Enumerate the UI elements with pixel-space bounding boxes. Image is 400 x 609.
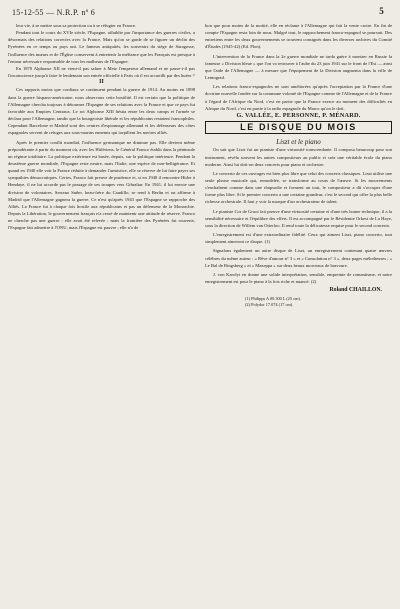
right-column xyxy=(205,22,392,605)
article-author: Roland CHAILLON. xyxy=(329,287,382,294)
disc-references xyxy=(205,296,392,308)
paragraph: bon que pour moins de la moitié, elle en réclame à l'Allemagne qui fait la vente croire. En fin de compte l'Espagne resta loin de nous. Malgré tout, le rapprochement franco-espagnol se poursuit. Des entretiens entre les deux gouvernements se trouvent consignés dans les diverses archives du Comité d'Études (1945-42) (Ed. Plon). xyxy=(205,23,392,50)
paragraph: Signalons également un autre disque de Liszt, un enregistrement contenant quatre œuvres célèbres du même auteur : « Rêve d'amour n° 3 » et « Consolation n° 3 », deux pages mélodieuses ; « Le Bal de Ringsberg » et « Mazeppa » sur deux beaux morceaux de bravoure. xyxy=(205,248,392,268)
paragraph: Après le premier conflit mondial, l'influence germanique ne diminue pas. Elle devient même prépondérante à partir du moment où, avec les Hitlériens, le Général Franco établit dans la péninsule un régime totalitaire. La politique extérieure est basée, depuis, sur la politique intérieure. Pendant la deuxième guerre mondiale, l'Espagne reste neutre, mais l'Italie, une espèce de non-belligérance. Et quand en 1940 elle voit la France réduite à demander l'armistice, elle se réserve de lui faire payer ses sympathies démocratiques. Certes, Franco fait preuve de prudence et, si en 1940 il rencontre Hitler à Hendaye, il ne lui accorde pas le passage de ses troupes vers Gibraltar. En 1941, il lui envoie une division de volontaires. Serrano Suñer, beau-frère du Caudillo, se rend à Berlin et on affirme à Madrid que l'Allemagne gagnera la guerre. Ce n'est qu'après 1943 que l'Espagne se rapproche des Alliés. La France fut à chaque fois hostile aux républicains et pas un défenseur de la Monarchie. Depuis la Libération, le gouvernement français n'a cessé de maintenir une attitude de réserve. Franco ne cherche pas une guerre : elle avait été relevée ; mais la frontière des Pyrénées fut rouverte, l'Espagne fait admettre à l'ONU, mais l'Espagne est pauvre ; elle n'a de xyxy=(8,139,195,231)
section-number: II xyxy=(99,79,104,86)
paragraph: Le concerto de ces ouvrages est bien plus libre que celui des concerts classiques. Liszt utilise une seule phrase musicale qui, remodelée, se transforme au cours de l'œuvre. Si les mouvements s'enchaînent comme dans une rhapsodie et forment un tout, le compositeur a dû s'occuper d'une forme plus libre. Si le premier concerto a une certaine grandeur, c'est le second qui offre la plus belle richesse orchestrale. Il faut y voir la marque d'un orchestrateur de talent. xyxy=(205,170,392,205)
section-title-box: LE DISQUE DU MOIS xyxy=(205,121,392,134)
paragraph: Ces rapports moins que cordiaux se continuent pendant la guerre de 1914. Au moins en 1898 dans la guerre hispano-américaine, nous observons cette hostilité. Il est certain que la politique de l'Allemagne chercha toujours à détourner l'Espagne de ses relations avec la France et que ce pays fut favorable aux Empires Centraux. Le roi Alphonse XIII hésita entre les deux camps et l'armée se déclara pour l'Allemagne, tandis que la bourgeoisie libérale et les républicains restaient francophiles. Cependant Barcelone et Madrid sont des centres d'espionnage allemand et les défenseurs des côtes espagnoles servent de refuges aux sous-marins ennemis qui torpillent les navires alliés. xyxy=(8,87,195,136)
two-column-body xyxy=(8,22,392,605)
page-header xyxy=(8,6,392,20)
paragraph: L'enregistrement est d'une extraordinaire fidélité. Ceux qui aiment Liszt, piano concerto, tout simplement aimeront ce disque. (1) xyxy=(205,232,392,245)
paragraph: On sait que Liszt fut un pianiste d'une virtuosité transcendante. Il composa beaucoup pour son instrument, révéla souvent les autres compositeurs au public et créa une véritable école du piano moderne. Ainsi lui doit-on deux concerts pour piano et orchestre. xyxy=(205,147,392,167)
paragraph: Les relations franco-espagnoles ne sont améliorées qu'après l'acceptation par la France d'une doctrine nouvelle fondée sur la commune volonté de l'Espagne comme de l'Allemagne et de la France à l'égard de l'Afrique du Nord, c'est en partie que la France exerce au moment des difficultés en Afrique du Nord, c'est en partie à la radio espagnole du Maroc qu'on le doit. xyxy=(205,84,392,111)
article-subtitle: Liszt et le piano xyxy=(276,138,321,147)
reference-line: (1) Philipps A 00.300 L (25 cm). xyxy=(245,296,301,302)
paragraph: En 1870 Alphonse XII ne vient-il pas saluer à Metz l'empereur allemand et ne passe-t-il pas l'inconscience jusqu'à faire le lendemain son entrée officielle à Paris où il est accueilli par des huées ? xyxy=(8,65,195,79)
paragraph: J. von Karolyi en donne une solide interprétation, sensible, empreinte de romantisme, et notre enregistrement est pour le piano à la fois riche et nuancé. (2) xyxy=(205,271,392,284)
paragraph: L'intervention de la France dans la 2e guerre mondiale ne tarda guère à montrer en Russie la fameuse « Division bleue » que l'on va retrouver à l'aube du 23 juin 1941 sur le front de l'Est — ainsi que l'aide de l'Allemagne — à mesure que l'équipement de la Division augmenta dans la ville de Leningrad. xyxy=(205,53,392,81)
page-number: 5 xyxy=(379,6,384,16)
article-signature: G. VALLÉE, E. PERSONNE, P. MÉNARD. xyxy=(236,111,361,119)
paragraph: Le pianiste Cor de Groot fait preuve d'une virtuosité certaine et d'une très bonne technique, il a la sensibilité nécessaire et l'équilibre des effets. Il est accompagné par le Résidentie Orkest de La Haye, sous la direction de Willem van Otterloo. Il rend toute la délicatesse requise pour le second concerto. xyxy=(205,208,392,228)
paragraph: Pendant tout le cours du XVIe siècle, l'Espagne, affaiblie par l'importance des guerres civiles, a désormais des relations correctes avec la France. Mais qu'on se garde de se figurer un déclin des Pyrénées en ce temps ou pays uni. Le fameux antiquités, les souvenirs du siège de Saragosse, l'influence des mœurs et de l'Église conservent à entretenir la méfiance que les Français est presque à l'entour nécessaire responsable de tous les malheurs de l'Espagne. xyxy=(8,30,195,64)
issue-reference: 15-12-55 — N.R.P. nº 6 xyxy=(12,8,96,17)
reference-line: (2) Polydor 17.074 (17 cm). xyxy=(245,302,294,308)
paragraph: leur vie, à se mettre sous sa protection ou à se réfugier en France. xyxy=(16,23,137,28)
left-column xyxy=(8,22,195,605)
